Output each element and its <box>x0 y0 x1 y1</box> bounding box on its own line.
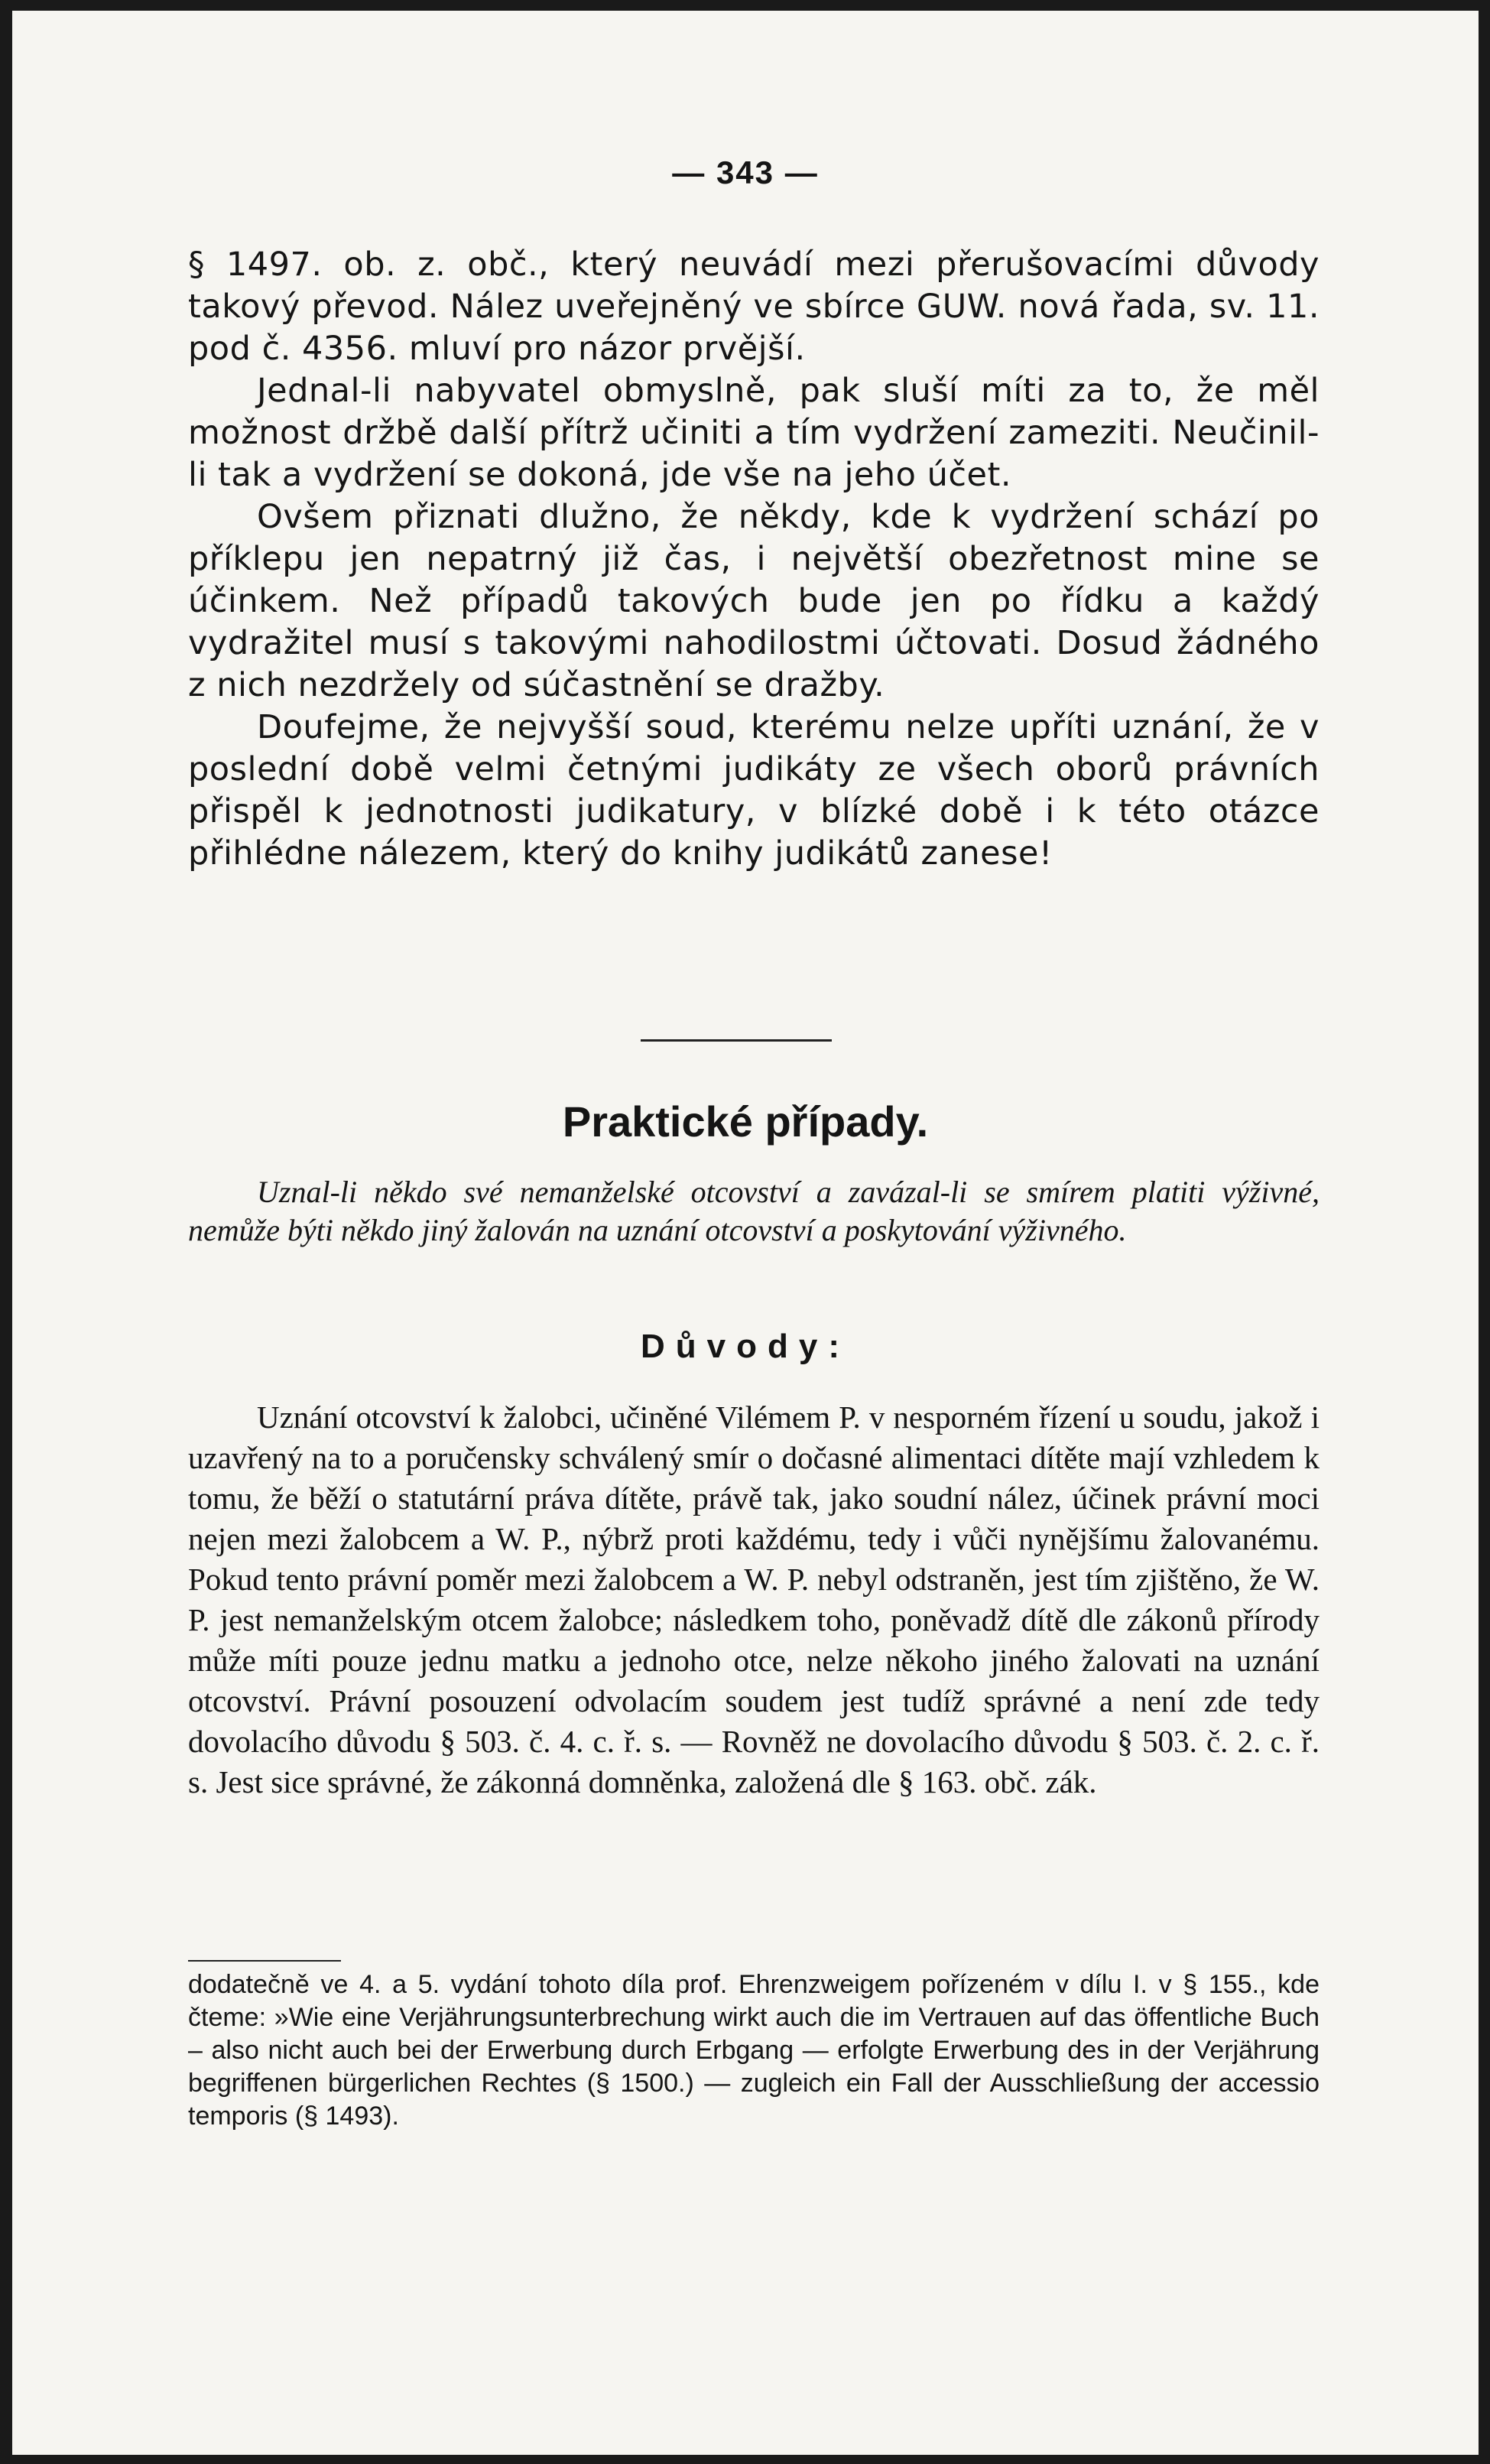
grounds-heading: Důvody: <box>641 1328 850 1365</box>
paragraph: Ovšem přiznati dlužno, že někdy, kde k vydržení schází po příklepu jen nepatrný již čas, i největší obezřetnost mine se účinkem. Než případů takových bude jen po řídku a každý vydražitel musí s takovými nahodilostmi účtovati. Dosud žádného z nich nezdržely od súčastnění se dražby. <box>188 498 1320 704</box>
paragraph-continuation: § 1497. ob. z. obč., který neuvádí mezi přerušovacími důvody takový převod. Nález uveřejněný ve sbírce GUW. nová řada, sv. 11. pod č. 4356. mluví pro názor prvější. <box>188 245 1320 368</box>
footnote-block <box>188 1968 1320 2133</box>
footnote-divider <box>188 1960 341 1962</box>
page-number: — 343 — <box>672 154 819 190</box>
grounds-text-block <box>188 1397 1320 1802</box>
case-summary-text: Uznal-li někdo své nemanželské otcovství a zavázal-li se smírem platiti výživné, nemůže býti někdo jiný žalován na uznání otcovství a poskytování výživného. <box>188 1175 1320 1247</box>
upper-text-block <box>188 244 1320 875</box>
footnote-text: dodatečně ve 4. a 5. vydání tohoto díla prof. Ehrenzweigem pořízeném v dílu I. v § 155., kde čteme: »Wie eine Verjährungsunterbrechung wirkt auch die im Vertrauen auf das öffentliche Buch – also nicht auch bei der Erwerbung durch Erbgang — erfolgte Erwerbung des in der Verjährung begriffenen bürgerlichen Rechtes (§ 1500.) — zugleich ein Fall der Ausschließung der accessio temporis (§ 1493). <box>188 1970 1320 2131</box>
grounds-paragraph: Uznání otcovství k žalobci, učiněné Vilémem P. v nesporném řízení u soudu, jakož i uzavřený na to a poručensky schválený smír o dočasné alimentaci dítěte mají vzhledem k tomu, že běží o statutární práva dítěte, právě tak, jako soudní nález, účinek právní moci nejen mezi žalobcem a W. P., nýbrž proti každému, tedy i vůči nynějšímu žalovanému. Pokud tento právní poměr mezi žalobcem a W. P. nebyl odstraněn, jest tím zjištěno, že W. P. jest nemanželským otcem žalobce; následkem toho, poněvadž dítě dle zákonů přírody může míti pouze jednu matku a jednoho otce, nelze někoho jiného žalovati na uznání otcovství. Právní posouzení odvolacím soudem jest tudíž správné a není zde tedy dovolacího důvodu § 503. č. 4. c. ř. s. — Rovněž ne dovolacího důvodu § 503. č. 2. c. ř. s. Jest sice správné, že zákonná domněnka, založená dle § 163. obč. zák. <box>188 1399 1320 1799</box>
book-page <box>12 11 1479 2455</box>
paragraph: Jednal-li nabyvatel obmyslně, pak sluší míti za to, že měl možnost držbě další přítrž učiniti a tím vydržení zameziti. Neučinil-li tak a vydržení se dokoná, jde vše na jeho účet. <box>188 372 1320 494</box>
paragraph: Doufejme, že nejvyšší soud, kterému nelze upříti uznání, že v poslední době velmi četnými judikáty ze všech oborů právních přispěl k jednotnosti judikatury, v blízké době i k této otázce přihlédne nálezem, který do knihy judikátů zanese! <box>188 708 1320 873</box>
section-divider <box>641 1039 832 1042</box>
case-summary <box>188 1173 1320 1250</box>
section-heading: Praktické případy. <box>562 1097 929 1146</box>
